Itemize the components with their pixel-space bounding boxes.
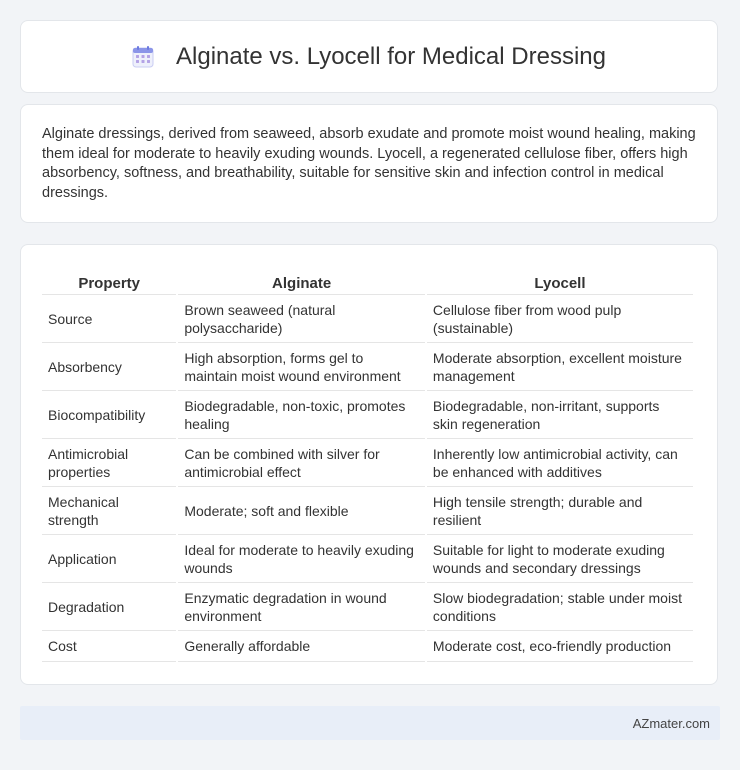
- comparison-table-card: [20, 244, 718, 685]
- lyocell-cell: Slow biodegradation; stable under moist conditions: [427, 583, 693, 631]
- alginate-cell: Brown seaweed (natural polysaccharide): [178, 295, 425, 343]
- table-row: [42, 295, 693, 343]
- lyocell-cell: Moderate absorption, excellent moisture management: [427, 343, 693, 391]
- column-header-lyocell: Lyocell: [427, 265, 693, 295]
- column-header-alginate: Alginate: [178, 265, 425, 295]
- table-row: [42, 439, 693, 487]
- property-cell: Cost: [42, 631, 176, 662]
- table-row: [42, 583, 693, 631]
- alginate-cell: Moderate; soft and flexible: [178, 487, 425, 535]
- intro-card: [20, 104, 718, 223]
- lyocell-cell: Suitable for light to moderate exuding wounds and secondary dressings: [427, 535, 693, 583]
- property-cell: Absorbency: [42, 343, 176, 391]
- table-row: [42, 535, 693, 583]
- page-title: Alginate vs. Lyocell for Medical Dressing: [176, 42, 606, 70]
- lyocell-cell: Moderate cost, eco-friendly production: [427, 631, 693, 662]
- comparison-table: [40, 265, 695, 662]
- footer: [20, 706, 720, 740]
- intro-text: Alginate dressings, derived from seaweed, absorb exudate and promote moist wound healing, making them ideal for moderate to heavily exuding wounds. Lyocell, a regenerated cellulose fiber, offers high absorbency, softness, and breathability, suitable for sensitive skin and infection control in medical dressings.: [42, 126, 696, 201]
- table-row: [42, 631, 693, 662]
- column-header-property: Property: [42, 265, 176, 295]
- alginate-cell: Generally affordable: [178, 631, 425, 662]
- property-cell: Source: [42, 295, 176, 343]
- lyocell-cell: Biodegradable, non-irritant, supports skin regeneration: [427, 391, 693, 439]
- alginate-cell: Can be combined with silver for antimicrobial effect: [178, 439, 425, 487]
- title-card: [20, 20, 718, 93]
- calendar-icon: [132, 46, 154, 68]
- table-row: [42, 391, 693, 439]
- property-cell: Mechanical strength: [42, 487, 176, 535]
- table-header-row: [42, 265, 693, 295]
- property-cell: Application: [42, 535, 176, 583]
- alginate-cell: Biodegradable, non-toxic, promotes healing: [178, 391, 425, 439]
- alginate-cell: Ideal for moderate to heavily exuding wounds: [178, 535, 425, 583]
- footer-brand-link[interactable]: AZmater.com: [632, 715, 710, 731]
- property-cell: Biocompatibility: [42, 391, 176, 439]
- table-row: [42, 487, 693, 535]
- table-row: [42, 343, 693, 391]
- lyocell-cell: Cellulose fiber from wood pulp (sustainable): [427, 295, 693, 343]
- lyocell-cell: Inherently low antimicrobial activity, can be enhanced with additives: [427, 439, 693, 487]
- property-cell: Antimicrobial properties: [42, 439, 176, 487]
- property-cell: Degradation: [42, 583, 176, 631]
- lyocell-cell: High tensile strength; durable and resilient: [427, 487, 693, 535]
- alginate-cell: Enzymatic degradation in wound environment: [178, 583, 425, 631]
- alginate-cell: High absorption, forms gel to maintain moist wound environment: [178, 343, 425, 391]
